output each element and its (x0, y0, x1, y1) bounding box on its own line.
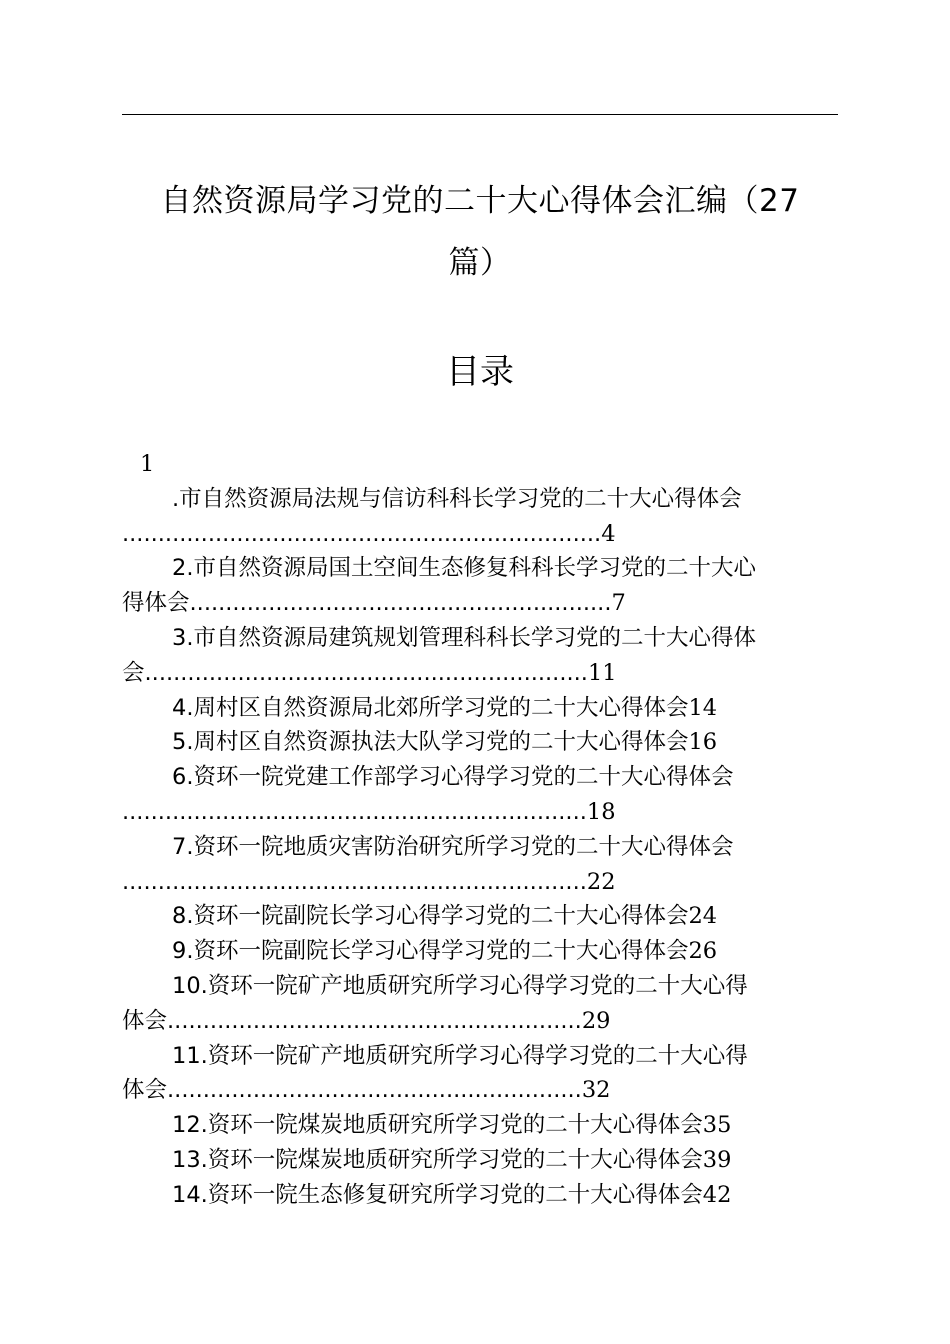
toc-entry-dot-leader: ........................................................... (189, 590, 612, 617)
toc-entry-title: 13.资环一院煤炭地质研究所学习党的二十大心得体会 (172, 1146, 703, 1173)
toc-entry[interactable] (122, 1143, 838, 1178)
toc-entry-title: 14.资环一院生态修复研究所学习党的二十大心得体会 (172, 1181, 703, 1208)
toc-entry-page-number: 35 (702, 1112, 732, 1139)
toc-entry[interactable] (122, 482, 838, 552)
toc-entry-page-number: 29 (581, 1007, 611, 1034)
toc-entry-dot-leader: .......................................................... (167, 1007, 582, 1034)
toc-entry-title: 10.资环一院矿产地质研究所学习心得学习党的二十大心得 (172, 972, 748, 999)
toc-entry[interactable] (122, 1178, 838, 1213)
toc-entry-dot-leader: ................................................................. (122, 798, 587, 825)
document-title-line-2: 篇） (448, 245, 512, 281)
toc-entry-page-number: 18 (586, 798, 616, 825)
toc-entry-title: 9.资环一院副院长学习心得学习党的二十大心得体会 (172, 938, 689, 965)
table-of-contents (122, 447, 838, 1213)
toc-entry-title: 3.市自然资源局建筑规划管理科科长学习党的二十大心得体 (172, 624, 756, 651)
toc-entry-page-number: 22 (586, 868, 616, 895)
toc-entry-dot-leader: ................................................................. (122, 868, 587, 895)
toc-entry-page-number: 7 (611, 590, 626, 617)
toc-entry-title: 7.资环一院地质灾害防治研究所学习党的二十大心得体会 (172, 833, 734, 860)
toc-entry-title-continued: 体会 (122, 1077, 168, 1104)
toc-entry-title: 6.资环一院党建工作部学习心得学习党的二十大心得体会 (172, 764, 734, 791)
toc-entry-dot-leader: .......................................................... (167, 1077, 582, 1104)
toc-entry-page-number: 4 (601, 520, 616, 547)
toc-entry-title: 4.周村区自然资源局北郊所学习党的二十大心得体会 (172, 694, 689, 721)
toc-entry-title-continued: 得体会 (122, 590, 190, 617)
toc-entry-title-continued: 体会 (122, 1007, 168, 1034)
toc-entry[interactable] (122, 1039, 838, 1109)
document-title (122, 170, 838, 294)
toc-entry-title: 8.资环一院副院长学习心得学习党的二十大心得体会 (172, 903, 689, 930)
toc-entry[interactable] (122, 969, 838, 1039)
toc-entry[interactable] (122, 934, 838, 969)
toc-entry-page-number: 16 (688, 729, 718, 756)
toc-heading: 目录 (446, 352, 514, 392)
toc-entry-page-number: 32 (581, 1077, 611, 1104)
toc-entry-title: 12.资环一院煤炭地质研究所学习党的二十大心得体会 (172, 1112, 703, 1139)
toc-entry-page-number: 14 (688, 694, 718, 721)
toc-entry-page-number: 42 (702, 1181, 732, 1208)
header-rule (122, 114, 838, 115)
toc-entry-title: 2.市自然资源局国土空间生态修复科科长学习党的二十大心 (172, 555, 756, 582)
toc-entry-title: .市自然资源局法规与信访科科长学习党的二十大心得体会 (172, 485, 742, 512)
toc-entry[interactable] (122, 621, 838, 691)
toc-entry[interactable] (122, 725, 838, 760)
toc-entry[interactable] (122, 830, 838, 900)
toc-entry-dot-leader: ................................................................... (122, 520, 602, 547)
toc-entry[interactable] (122, 1108, 838, 1143)
toc-entry[interactable] (122, 760, 838, 830)
toc-entry-dot-leader: .............................................................. (144, 659, 588, 686)
toc-entry-page-number: 11 (587, 659, 617, 686)
toc-entry-page-number: 39 (702, 1146, 732, 1173)
document-title-line-1: 自然资源局学习党的二十大心得体会汇编（27 (160, 183, 800, 219)
toc-lead-number: 1 (140, 451, 155, 477)
toc-entry-title: 5.周村区自然资源执法大队学习党的二十大心得体会 (172, 729, 689, 756)
toc-entry-title-continued: 会 (122, 659, 145, 686)
toc-entry-title: 11.资环一院矿产地质研究所学习心得学习党的二十大心得 (172, 1042, 748, 1069)
toc-entry-page-number: 24 (688, 903, 718, 930)
toc-entry-page-number: 26 (688, 938, 718, 965)
toc-entry[interactable] (122, 899, 838, 934)
toc-entry[interactable] (122, 551, 838, 621)
toc-entry[interactable] (122, 691, 838, 726)
